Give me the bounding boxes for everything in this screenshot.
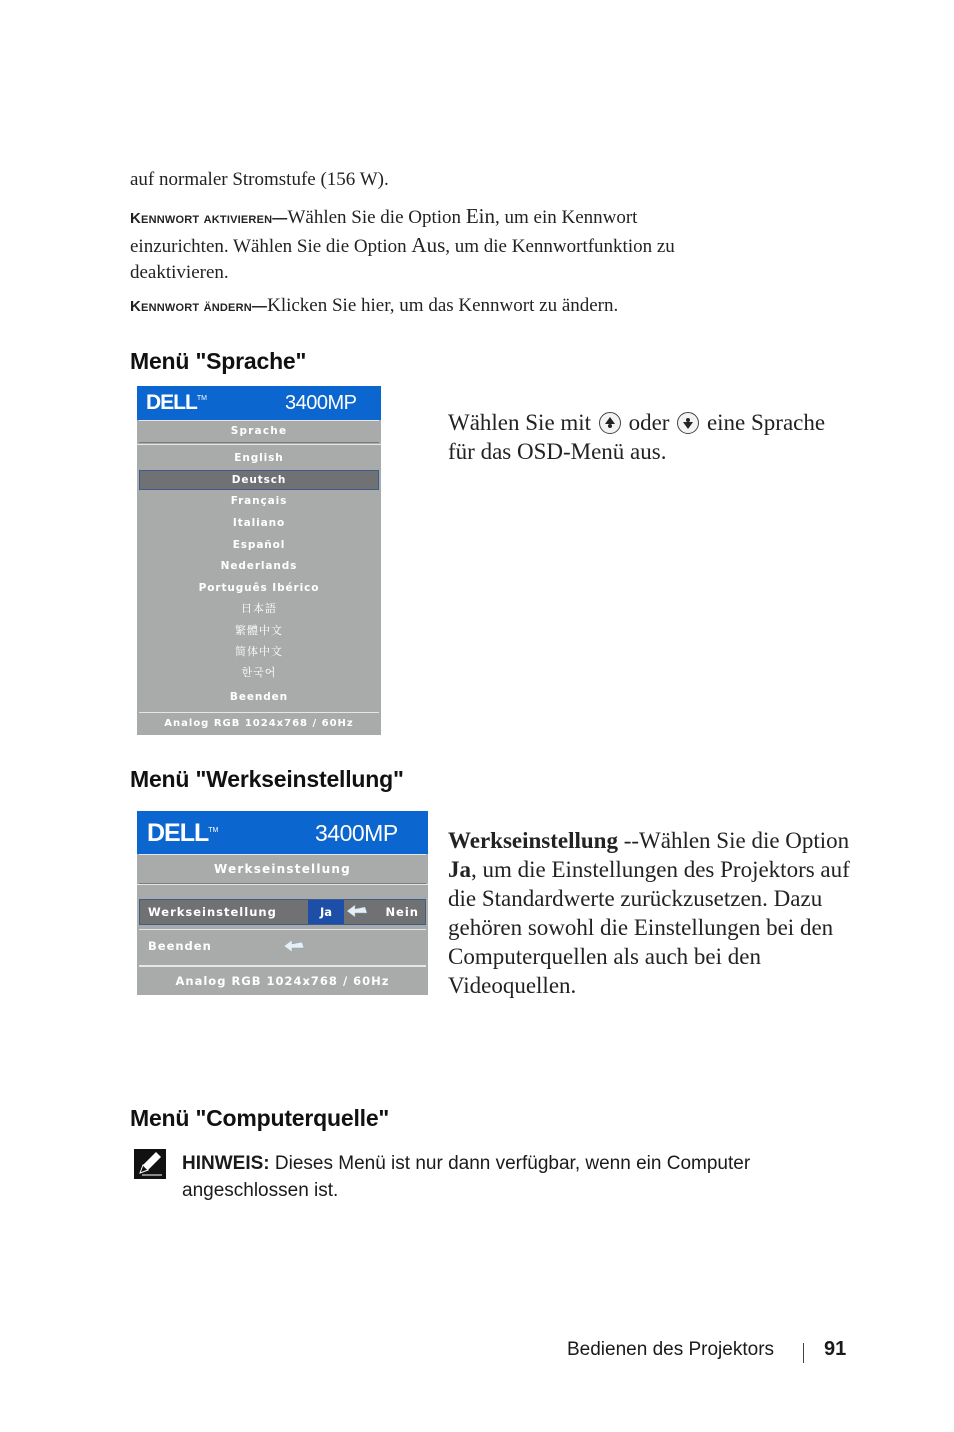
- osd-header: [137, 811, 428, 854]
- text: für das OSD-Menü aus.: [448, 439, 667, 464]
- text: gehören sowohl die Einstellungen bei den: [448, 915, 834, 940]
- page-number: 91: [824, 1338, 847, 1360]
- heading-sprache: Menü "Sprache": [130, 348, 307, 374]
- lang-beenden[interactable]: Beenden: [229, 691, 289, 703]
- kennwort-aendern-label: Kennwort ändern—: [130, 298, 268, 315]
- text: Videoquellen.: [448, 973, 577, 998]
- text: angeschlossen ist.: [182, 1180, 339, 1201]
- text: oder: [622, 410, 676, 435]
- osd-werkseinstellung-panel: [137, 811, 428, 995]
- beenden-row[interactable]: [139, 929, 426, 962]
- kennwort-aendern-paragraph: [130, 293, 618, 320]
- hinweis-label: HINWEIS:: [182, 1153, 270, 1174]
- option-aus: Aus: [411, 233, 446, 257]
- text: Wählen Sie die Option: [287, 207, 466, 228]
- heading-werkseinstellung: Menü "Werkseinstellung": [130, 766, 404, 792]
- lang-francais[interactable]: Français: [230, 495, 288, 507]
- werkseinstellung-row-label: Werkseinstellung: [148, 905, 277, 919]
- note-pencil-icon: [134, 1149, 166, 1179]
- up-arrow-button-icon: [599, 412, 621, 434]
- footer-chapter: Bedienen des Projektors: [567, 1339, 775, 1360]
- lang-english[interactable]: English: [234, 452, 284, 464]
- option-ja-button[interactable]: Ja: [308, 900, 344, 924]
- text: Wählen Sie mit: [448, 410, 597, 435]
- text: , um die Kennwortfunktion zu: [445, 236, 675, 257]
- osd-footer-signal: Analog RGB 1024x768 / 60Hz: [139, 712, 379, 735]
- lang-nederlands[interactable]: Nederlands: [220, 560, 298, 572]
- lang-korean[interactable]: 한국어: [241, 666, 277, 679]
- text: , um die Einstellungen des Projektors auf: [471, 857, 850, 882]
- intro-line: auf normaler Stromstufe (156 W).: [130, 169, 389, 190]
- lang-trad-chinese[interactable]: 繁體中文: [235, 624, 283, 637]
- osd-sprache-panel: [137, 386, 381, 735]
- kennwort-aktivieren-paragraph: [130, 203, 830, 286]
- text: --Wählen Sie die Option: [617, 828, 850, 853]
- model-name: 3400MP: [315, 820, 398, 846]
- osd-header: [137, 386, 381, 420]
- lang-simp-chinese[interactable]: 简体中文: [235, 645, 283, 658]
- model-name: 3400MP: [285, 392, 357, 414]
- hinweis-note: [182, 1150, 882, 1204]
- kennwort-aktivieren-label: Kennwort aktivieren—: [130, 210, 288, 227]
- enter-arrow-icon: [282, 938, 306, 958]
- text: Computerquellen als auch bei den: [448, 944, 761, 969]
- bold-text: Werkseinstellung: [448, 828, 618, 853]
- text: Dieses Menü ist nur dann verfügbar, wenn ein Computer: [269, 1153, 751, 1174]
- text: eine Sprache: [701, 410, 826, 435]
- text: einzurichten. Wählen Sie die Option: [130, 236, 412, 257]
- osd-title: Werkseinstellung: [139, 854, 426, 884]
- text: die Standardwerte zurückzusetzen. Dazu: [448, 886, 823, 911]
- down-arrow-button-icon: [677, 412, 699, 434]
- werkseinstellung-row[interactable]: [139, 899, 426, 925]
- lang-italiano[interactable]: Italiano: [232, 517, 286, 529]
- option-nein-button[interactable]: Nein: [385, 905, 419, 919]
- dell-logo: DELL™: [146, 391, 207, 414]
- heading-computerquelle: Menü "Computerquelle": [130, 1105, 390, 1131]
- lang-portugues[interactable]: Português Ibérico: [198, 582, 320, 594]
- dell-logo: DELL™: [147, 819, 219, 847]
- bold-text: Ja: [448, 857, 471, 882]
- werkseinstellung-description: [448, 826, 878, 1000]
- beenden-label: Beenden: [148, 939, 212, 953]
- lang-deutsch[interactable]: Deutsch: [139, 470, 379, 490]
- enter-arrow-icon: [345, 903, 369, 923]
- osd-title: Sprache: [139, 420, 379, 443]
- option-ein: Ein: [465, 204, 495, 228]
- text: Klicken Sie hier, um das Kennwort zu ändern.: [267, 295, 619, 316]
- text: , um ein Kennwort: [494, 207, 638, 228]
- sprache-description: [448, 408, 868, 466]
- footer-divider: [803, 1343, 804, 1363]
- osd-footer-signal: Analog RGB 1024x768 / 60Hz: [139, 965, 426, 995]
- lang-japanese[interactable]: 日本語: [241, 602, 277, 615]
- lang-espanol[interactable]: Español: [232, 539, 286, 551]
- text: deaktivieren.: [130, 262, 229, 283]
